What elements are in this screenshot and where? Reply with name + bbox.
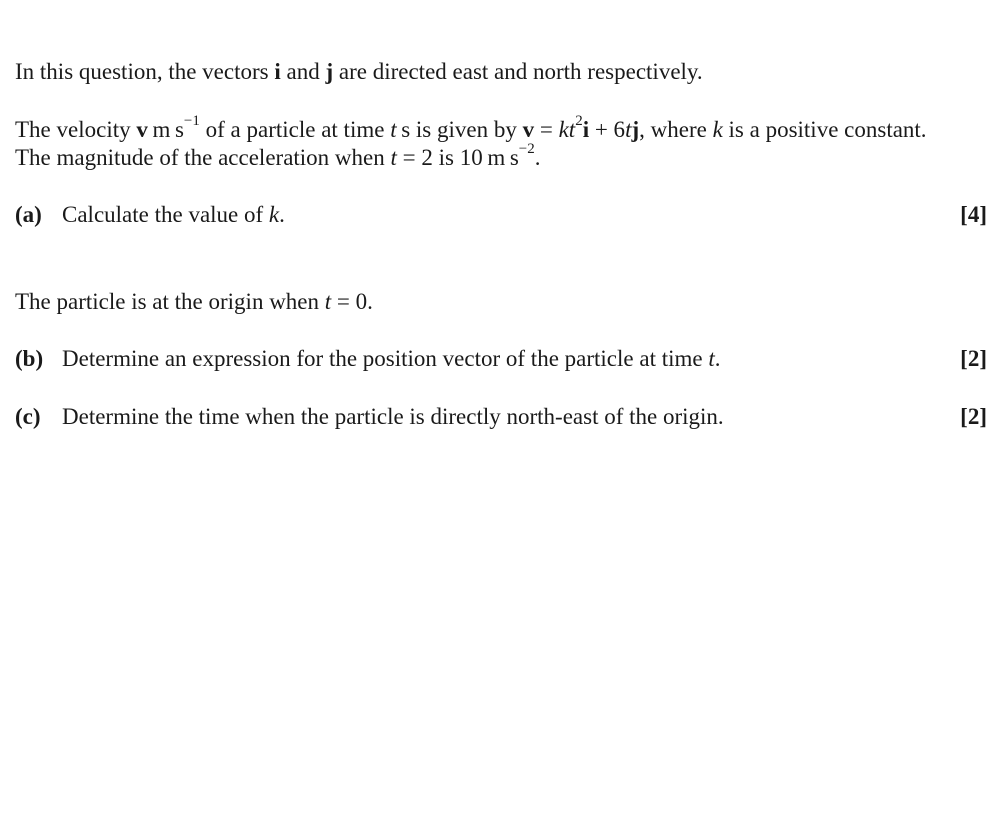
text: The particle is at the origin when: [15, 289, 325, 314]
marks: [4]: [960, 202, 987, 227]
part-text: [62, 201, 960, 229]
marks: [2]: [960, 404, 987, 429]
text: The magnitude of the acceleration when: [15, 145, 391, 170]
text: + 6: [589, 117, 626, 142]
vector-v: v: [522, 117, 535, 142]
text: The velocity: [15, 117, 137, 142]
variable-t: t: [324, 289, 332, 314]
vector-v: v: [136, 117, 148, 142]
acceleration-statement: [15, 141, 541, 172]
question-part-c: [15, 403, 987, 431]
part-label: (b): [15, 346, 44, 371]
unit: m s: [147, 117, 184, 142]
variable-t: t: [708, 346, 715, 371]
velocity-statement: [15, 113, 927, 144]
equals: =: [534, 117, 559, 142]
part-label: (a): [15, 202, 42, 227]
variable-t: t: [390, 117, 397, 142]
text: .: [279, 202, 285, 227]
text: is a positive constant.: [722, 117, 927, 142]
part-text: [62, 403, 960, 431]
text: s is given by: [396, 117, 523, 142]
text: , where: [639, 117, 713, 142]
text: Determine an expression for the position vector of the particle at time: [62, 346, 709, 371]
text: Determine the time when the particle is directly north-east of the origin.: [62, 404, 724, 429]
text: of a particle at time: [199, 117, 391, 142]
origin-condition: [15, 288, 373, 316]
variable-t: t: [625, 117, 632, 142]
unit-exponent: −1: [183, 113, 200, 130]
variable-k: k: [268, 202, 280, 227]
text: .: [534, 145, 541, 170]
variable-k: k: [712, 117, 723, 142]
text: Calculate the value of: [62, 202, 269, 227]
marks: [2]: [960, 346, 987, 371]
vector-j: j: [631, 117, 640, 142]
question-part-a: [15, 201, 987, 229]
unit-exponent: −2: [518, 141, 535, 158]
part-label: (c): [15, 404, 41, 429]
intro-text: are directed east and north respectively.: [333, 59, 703, 84]
intro-text: In this question, the vectors: [15, 59, 275, 84]
vector-i: i: [274, 59, 281, 84]
text: .: [714, 346, 721, 371]
intro-text: and: [280, 59, 326, 84]
part-text: [62, 345, 960, 373]
vector-j: j: [325, 59, 334, 84]
exponent: 2: [575, 113, 583, 130]
question-part-b: [15, 345, 987, 373]
variable-t: t: [390, 145, 397, 170]
text: = 0.: [331, 289, 373, 314]
variable-kt: kt: [558, 117, 576, 142]
text: = 2 is 10 m s: [396, 145, 519, 170]
vector-i: i: [582, 117, 590, 142]
intro-statement: [15, 58, 703, 86]
